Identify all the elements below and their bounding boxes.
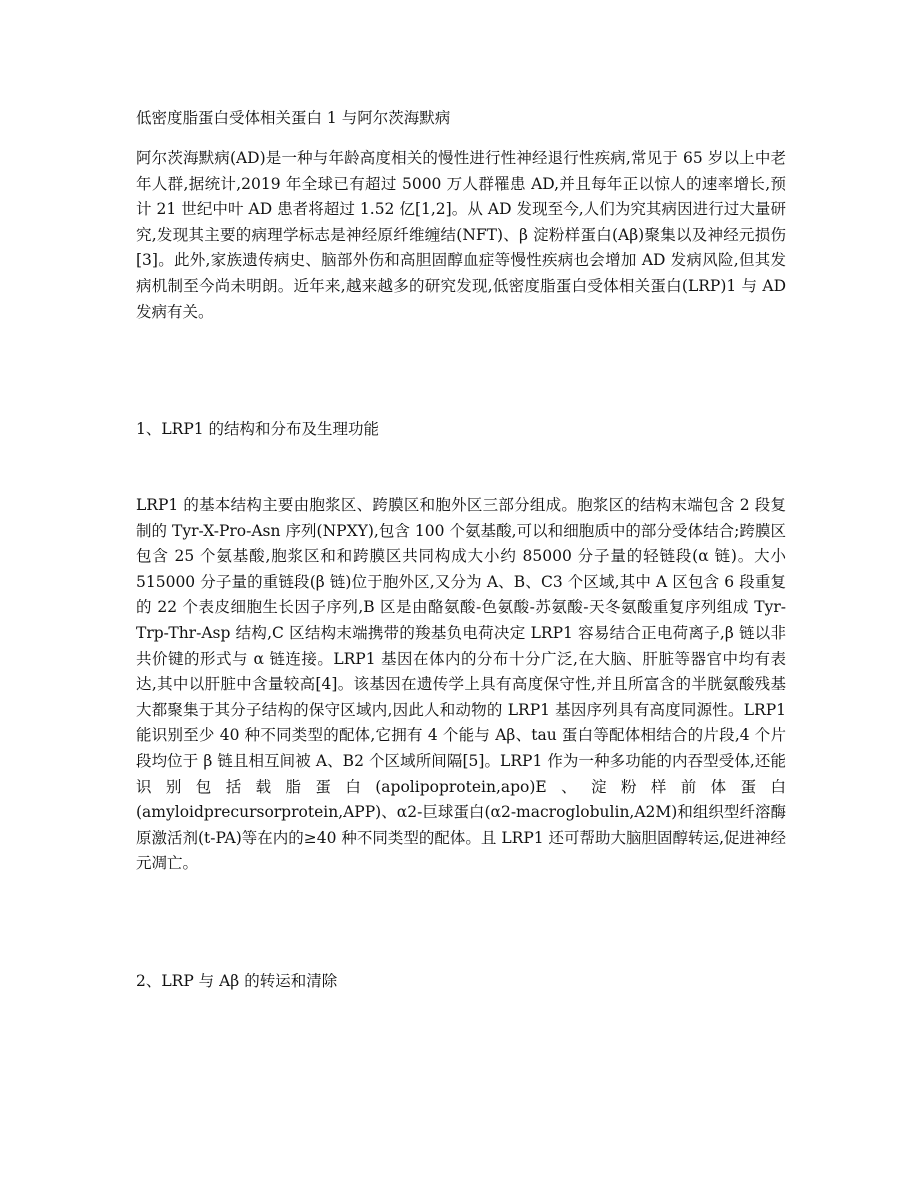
intro-paragraph: 阿尔茨海默病(AD)是一种与年龄高度相关的慢性进行性神经退行性疾病,常见于 65 岁以上中老年人群,据统计,2019 年全球已有超过 5000 万人群罹患 AD,并且每年正以惊人的速率增长,预计 21 世纪中叶 AD 患者将超过 1.52 亿[1,2]。从 AD 发现至今,人们为究其病因进行过大量研究,发现其主要的病理学标志是神经原纤维缠结(NFT)、β 淀粉样蛋白(Aβ)聚集以及神经元损伤[3]。此外,家族遗传病史、脑部外伤和高胆固醇血症等慢性疾病也会增加 AD 发病风险,但其发病机制至今尚未明朗。近年来,越来越多的研究发现,低密度脂蛋白受体相关蛋白(LRP)1 与 AD 发病有关。	[136, 149, 786, 321]
section-1-heading: 1、LRP1 的结构和分布及生理功能	[136, 420, 380, 438]
section-2-heading: 2、LRP 与 Aβ 的转运和清除	[136, 972, 338, 990]
section-1-paragraph: LRP1 的基本结构主要由胞浆区、跨膜区和胞外区三部分组成。胞浆区的结构末端包含 2 段复制的 Tyr-X-Pro-Asn 序列(NPXY),包含 100 个氨基酸,可以和细胞质中的部分受体结合;跨膜区包含 25 个氨基酸,胞浆区和和跨膜区共同构成大小约 85000 分子量的轻链段(α 链)。大小 515000 分子量的重链段(β 链)位于胞外区,又分为 A、B、C3 个区域,其中 A 区包含 6 段重复的 22 个表皮细胞生长因子序列,B 区是由酪氨酸-色氨酸-苏氨酸-天冬氨酸重复序列组成 Tyr-Trp-Thr-Asp 结构,C 区结构末端携带的羧基负电荷决定 LRP1 容易结合正电荷离子,β 链以非共价键的形式与 α 链连接。LRP1 基因在体内的分布十分广泛,在大脑、肝脏等器官中均有表达,其中以肝脏中含量较高[4]。该基因在遗传学上具有高度保守性,并且所富含的半胱氨酸残基大都聚集于其分子结构的保守区域内,因此人和动物的 LRP1 基因序列具有高度同源性。LRP1 能识别至少 40 种不同类型的配体,它拥有 4 个能与 Aβ、tau 蛋白等配体相结合的片段,4 个片段均位于 β 链且相互间被 A、B2 个区域所间隔[5]。LRP1 作为一种多功能的内吞型受体,还能识别包括载脂蛋白(apolipoprotein,apo)E、淀粉样前体蛋白(amyloidprecursorprotein,APP)、α2-巨球蛋白(α2-macroglobulin,A2M)和组织型纤溶酶原激活剂(t-PA)等在内的≥40 种不同类型的配体。且 LRP1 还可帮助大脑胆固醇转运,促进神经元凋亡。	[136, 496, 786, 873]
document-title: 低密度脂蛋白受体相关蛋白 1 与阿尔茨海默病	[136, 109, 451, 127]
